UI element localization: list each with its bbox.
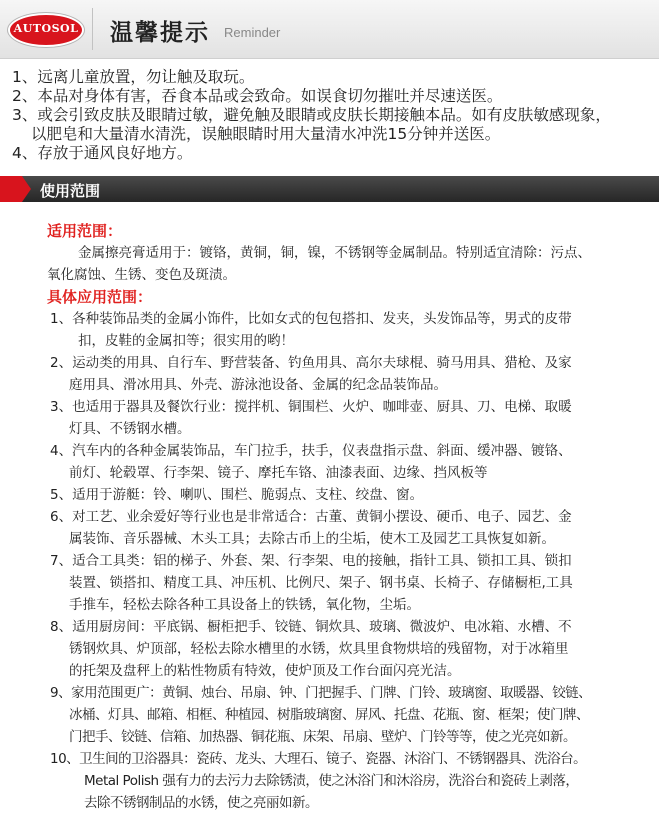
item-line: 灯具、不锈钢水槽。 xyxy=(69,421,191,437)
item-line: 冰桶、灯具、邮箱、相框、种植园、树脂玻璃窗、屏风、托盘、花瓶、窗、框架；使门牌、 xyxy=(69,707,589,723)
scope-line: 金属擦亮膏适用于：镀铬，黄铜，铜，镍，不锈钢等金属制品。特别适宜清除：污点、 xyxy=(78,245,591,261)
header-divider xyxy=(92,8,93,50)
reminder-header xyxy=(0,0,659,59)
item-line: 门把手、铰链、信箱、加热器、铜花瓶、床架、吊扇、壁炉、门铃等等，使之光亮如新。 xyxy=(69,729,576,745)
item-line: 9、家用范围更广：黄铜、烛台、吊扇、钟、门把握手、门牌、门铃、玻璃窗、取暖器、铰链、 xyxy=(50,685,592,701)
warning-item xyxy=(12,68,652,87)
item-line: 10、卫生间的卫浴器具：瓷砖、龙头、大理石、镜子、瓷器、沐浴门、不锈钢器具、洗浴台。 xyxy=(50,751,587,767)
logo-text: AUTOSOL xyxy=(13,22,79,35)
warning-list xyxy=(12,68,652,163)
specific-heading: 具体应用范围： xyxy=(47,288,153,306)
section-accent xyxy=(0,176,22,202)
warning-line: 1、远离儿童放置，勿让触及取玩。 xyxy=(12,68,255,86)
item-line: 2、运动类的用具、自行车、野营装备、钓鱼用具、高尔夫球棍、骑马用具、猎枪、及家 xyxy=(50,355,572,371)
item-line: 锈钢炊具、炉顶部，轻松去除水槽里的水锈，炊具里食物烘培的残留物，对于冰箱里 xyxy=(69,641,569,657)
item-line: 去除不锈钢制品的水锈，使之亮丽如新。 xyxy=(84,795,318,811)
autosol-logo xyxy=(8,13,84,47)
usage-item xyxy=(0,308,659,352)
item-line: 4、汽车内的各种金属装饰品，车门拉手，扶手，仪表盘指示盘、斜面、缓冲器、镀铬、 xyxy=(50,443,572,459)
item-line: 庭用具、滑冰用具、外壳、游泳池设备、金属的纪念品装饰品。 xyxy=(69,377,447,393)
item-line: 的托架及盘秤上的粘性物质有特效，使炉顶及工作台面闪亮光洁。 xyxy=(69,663,461,679)
item-line: Metal Polish 强有力的去污力去除锈渍，使之沐浴门和沐浴房，洗浴台和瓷砖上剥落， xyxy=(84,773,579,789)
warning-item xyxy=(12,106,652,144)
usage-item xyxy=(0,550,659,616)
header-title: 温馨提示 xyxy=(110,20,210,46)
item-line: 前灯、轮毂罩、行李架、镜子、摩托车铬、油漆表面、边缘、挡风板等 xyxy=(69,465,488,481)
item-line: 3、也适用于器具及餐饮行业：搅拌机、铜围栏、火炉、咖啡壶、厨具、刀、电梯、取暖 xyxy=(50,399,572,415)
warning-line: 3、或会引致皮肤及眼睛过敏，避免触及眼睛或皮肤长期接触本品。如有皮肤敏感现象， xyxy=(12,106,611,124)
warning-item xyxy=(12,87,652,106)
warning-item xyxy=(12,144,652,163)
item-line: 7、适合工具类：铝的梯子、外套、架、行李架、电的接触，指针工具、锁扣工具、锁扣 xyxy=(50,553,572,569)
header-subtitle: Reminder xyxy=(224,25,281,40)
item-line: 8、适用厨房间：平底锅、橱柜把手、铰链、铜炊具、玻璃、微波炉、电冰箱、水槽、不 xyxy=(50,619,572,635)
usage-item xyxy=(0,748,659,814)
item-line: 6、对工艺、业余爱好等行业也是非常适合：古董、黄铜小摆设、硬币、电子、园艺、金 xyxy=(50,509,572,525)
warning-line: 2、本品对身体有害，吞食本品或会致命。如误食切勿摧吐并尽速送医。 xyxy=(12,87,503,105)
scope-line: 氧化腐蚀、生锈、变色及斑渍。 xyxy=(47,267,236,283)
usage-content xyxy=(0,220,659,814)
item-line: 装置、锁搭扣、精度工具、冲压机、比例尺、架子、钢书桌、长椅子、存储橱柜,工具 xyxy=(69,575,573,591)
usage-item xyxy=(0,352,659,396)
usage-item xyxy=(0,616,659,682)
item-line: 属装饰、音乐器械、木头工具；去除古币上的尘垢，使木工及园艺工具恢复如新。 xyxy=(69,531,555,547)
item-line: 手推车，轻松去除各种工具设备上的铁锈，氧化物，尘垢。 xyxy=(69,597,420,613)
warning-line: 4、存放于通风良好地方。 xyxy=(12,144,193,162)
scope-heading: 适用范围： xyxy=(47,222,123,240)
item-line: 5、适用于游艇：铃、喇叭、围栏、脆弱点、支柱、绞盘、窗。 xyxy=(50,487,424,503)
usage-item xyxy=(0,396,659,440)
section-bar xyxy=(0,176,659,202)
warning-line-cont: 以肥皂和大量清水清洗，误触眼睛时用大量清水冲洗15分钟并送医。 xyxy=(31,125,501,143)
usage-item xyxy=(0,682,659,748)
item-line: 1、各种装饰品类的金属小饰件，比如女式的包包搭扣、发夹，头发饰品等，男式的皮带 xyxy=(50,311,572,327)
usage-item xyxy=(0,440,659,484)
usage-item xyxy=(0,506,659,550)
section-title: 使用范围 xyxy=(40,182,101,200)
item-line: 扣，皮鞋的金属扣等；很实用的哟！ xyxy=(78,333,294,349)
usage-item xyxy=(0,484,659,506)
